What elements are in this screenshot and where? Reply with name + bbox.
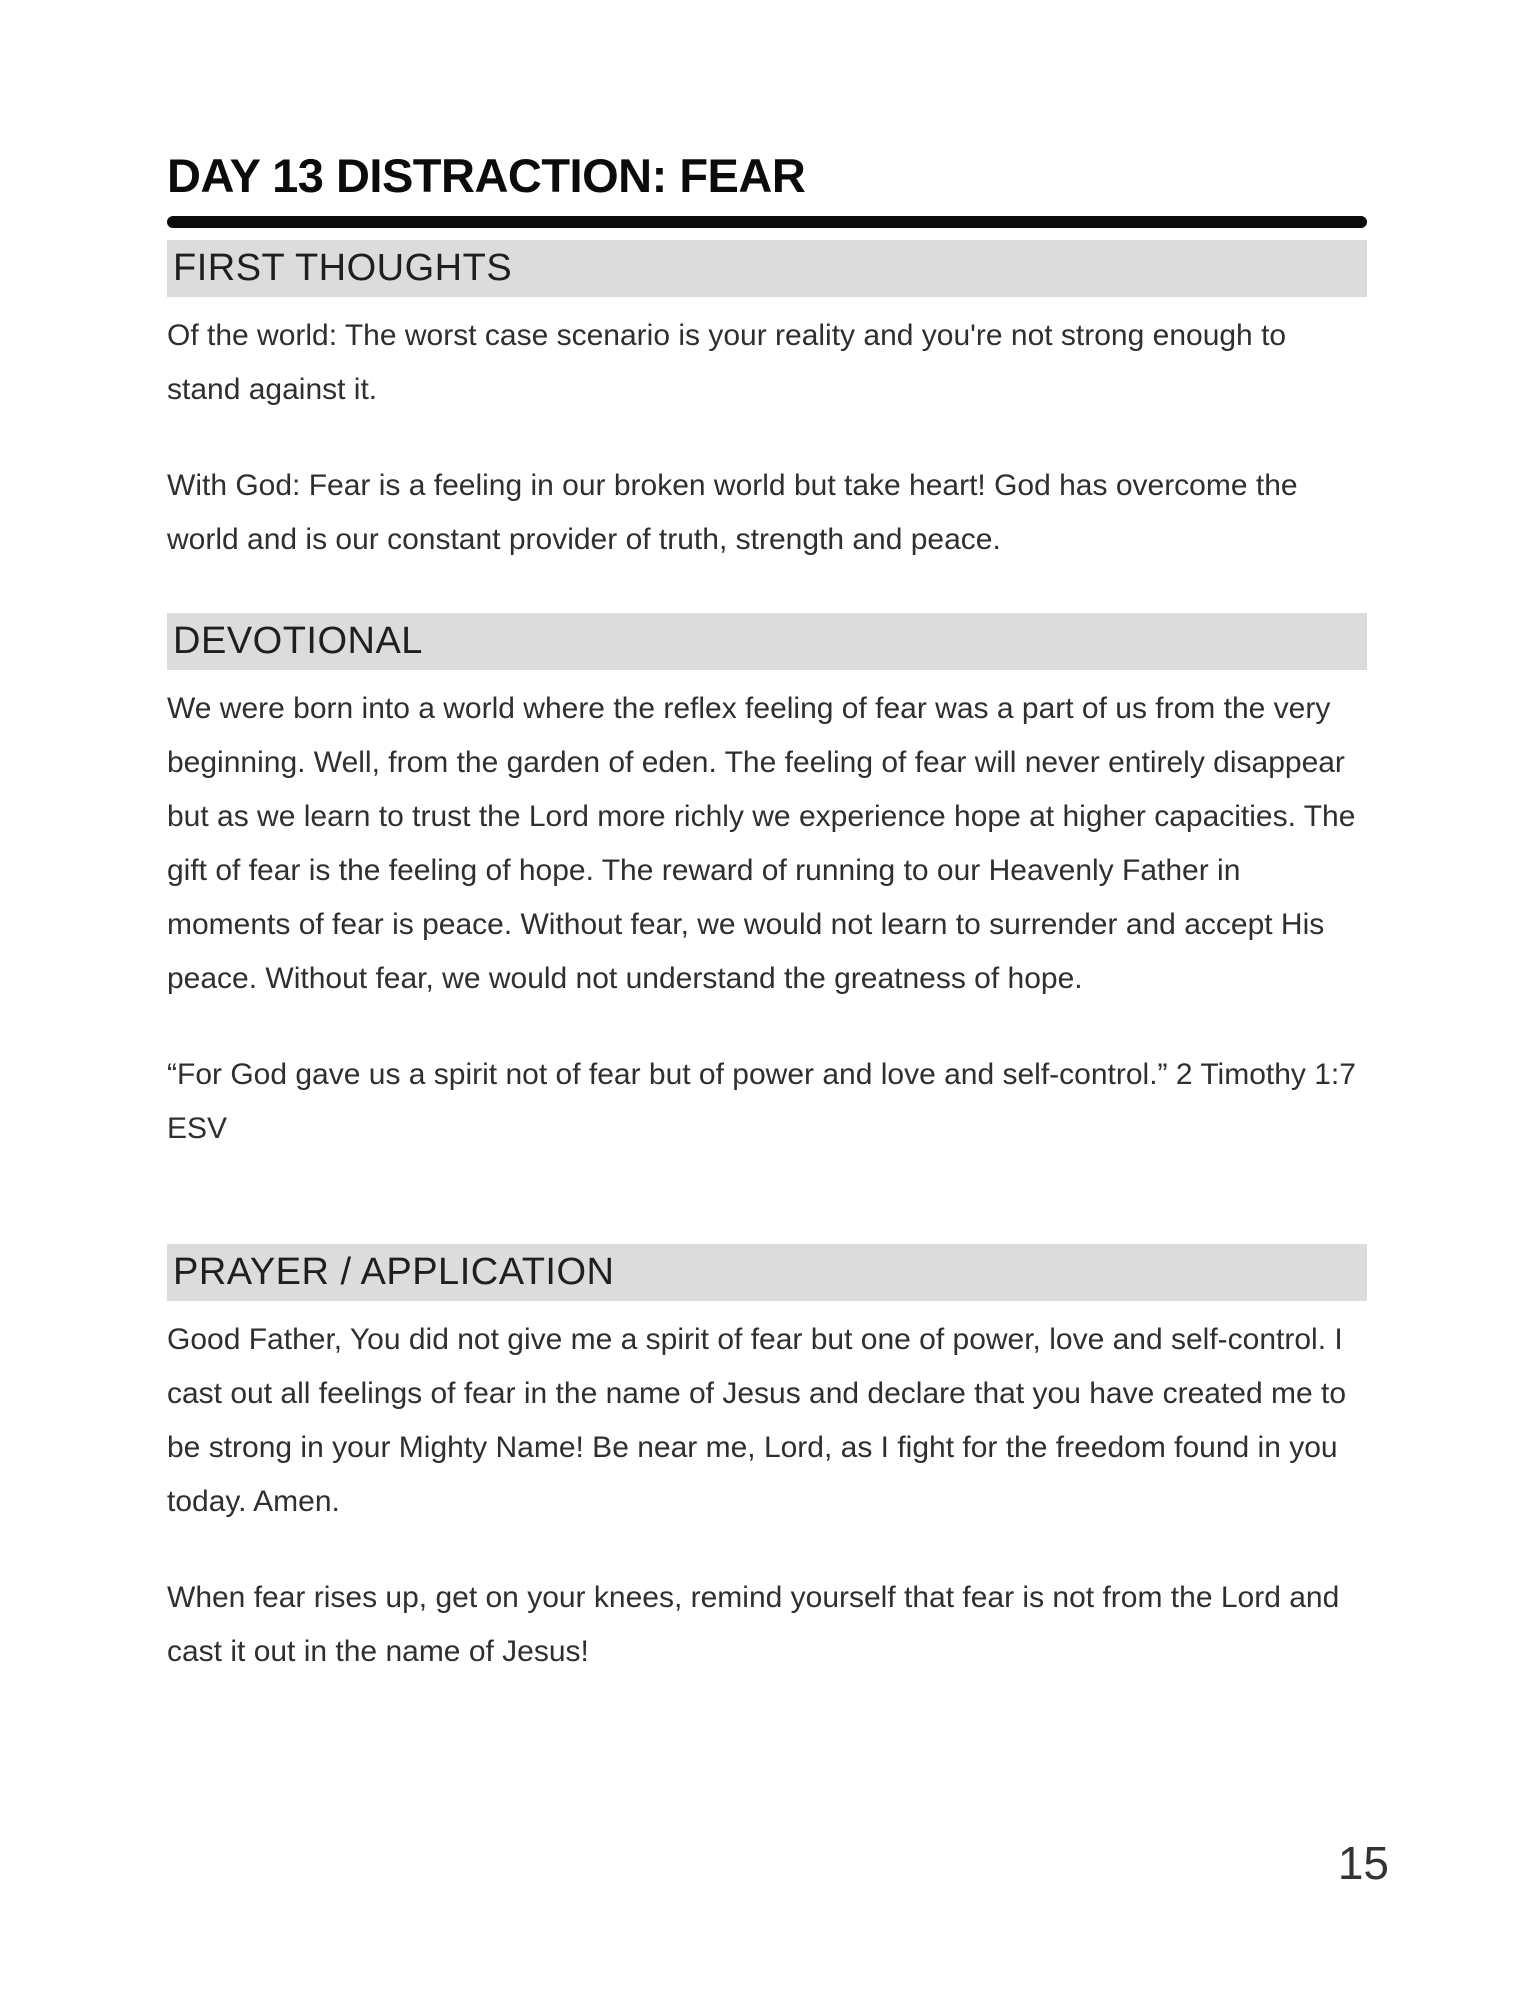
section-header-first-thoughts [167,240,1367,297]
title-underline-rule [167,216,1367,228]
page-number: 15 [1337,1837,1389,1889]
paragraph-god-view: With God: Fear is a feeling in our broken world but take heart! God has overcome the world and is our constant provider of truth, strength and peace. [167,469,1298,556]
section-first-thoughts [167,240,1367,567]
paragraph-prayer-text: Good Father, You did not give me a spirit of fear but one of power, love and self-control. I cast out all feelings of fear in the name of Jesus and declare that you have created me to be strong in your Mighty Name! Be near me, Lord, as I fight for the freedom found in you today. Amen. [167,1323,1347,1518]
section-header-devotional [167,613,1367,670]
section-devotional [167,613,1367,1156]
paragraph-devotional-text: We were born into a world where the reflex feeling of fear was a part of us from the very beginning. Well, from the garden of eden. The feeling of fear will never entirely disappear but as we learn to trust the Lord more richly we experience hope at higher capacities. The gift of fear is the feeling of hope. The reward of running to our Heavenly Father in moments of fear is peace. Without fear, we would not learn to surrender and accept His peace. Without fear, we would not understand the greatness of hope. [167,692,1356,995]
paragraph-world-view: Of the world: The worst case scenario is your reality and you're not strong enough to stand against it. [167,319,1287,406]
paragraph-application-text: When fear rises up, get on your knees, remind yourself that fear is not from the Lord and cast it out in the name of Jesus! [167,1581,1340,1668]
page-content [167,150,1367,1679]
section-heading-label: PRAYER / APPLICATION [173,1251,615,1293]
section-body [167,309,1367,567]
section-header-prayer-application [167,1244,1367,1301]
section-heading-label: FIRST THOUGHTS [173,247,513,289]
section-heading-label: DEVOTIONAL [173,620,423,662]
page-title: DAY 13 DISTRACTION: FEAR [167,149,806,202]
section-prayer-application [167,1244,1367,1679]
paragraph-scripture-quote: “For God gave us a spirit not of fear but of power and love and self-control.” 2 Timothy 1:7 ESV [167,1058,1356,1145]
section-body [167,1313,1367,1679]
section-body [167,682,1367,1156]
